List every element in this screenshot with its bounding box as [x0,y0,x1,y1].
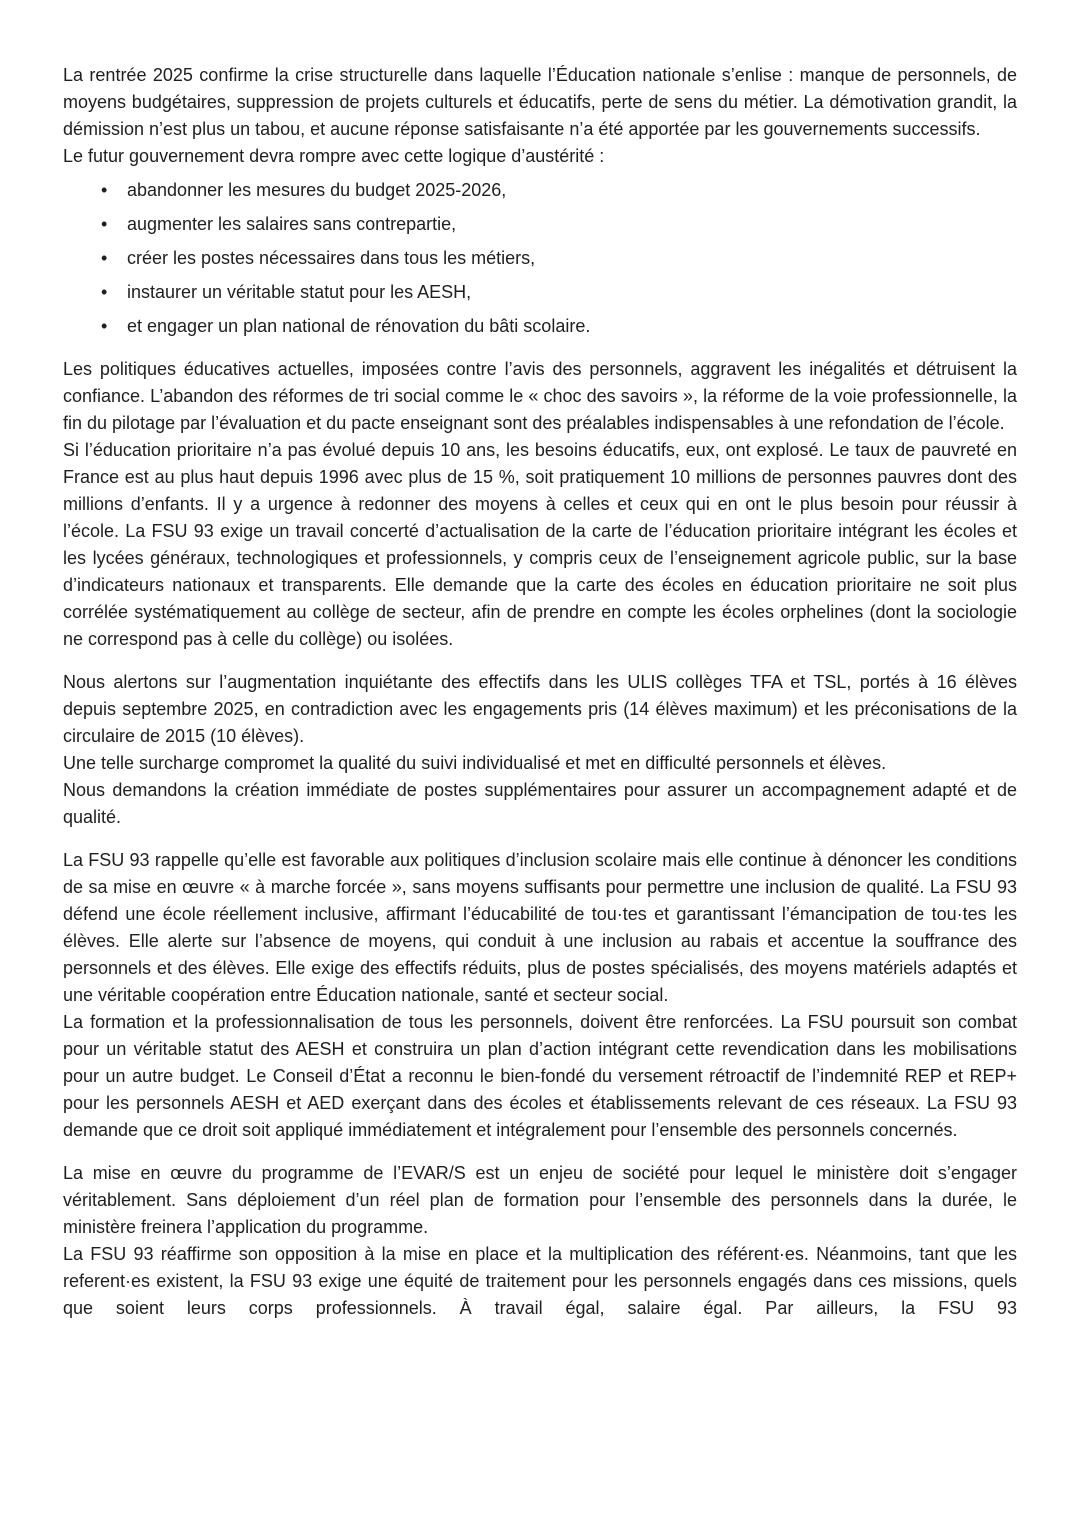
paragraph-ulis-effectifs: Nous alertons sur l’augmentation inquiétante des effectifs dans les ULIS collèges TFA et TSL, portés à 16 élèves depuis septembre 2025, en contradiction avec les engagements pris (14 élèves maximum) et les préconisations de la circulaire de 2015 (10 élèves). [63,672,1017,746]
paragraph-education-prioritaire: Si l’éducation prioritaire n’a pas évolué depuis 10 ans, les besoins éducatifs, eux, ont explosé. Le taux de pauvreté en France est au plus haut depuis 1996 avec plus de 15 %, soit pratiquement 10 millions de personnes pauvres dont des millions d’enfants. Il y a urgence à redonner des moyens à celles et ceux qui en ont le plus besoin pour réussir à l’école. La FSU 93 exige un travail concerté d’actualisation de la carte de l’éducation prioritaire intégrant les écoles et les lycées généraux, technologiques et professionnels, y compris ceux de l’enseignement agricole public, sur la base d’indicateurs nationaux et transparents. Elle demande que la carte des écoles en éducation prioritaire ne soit plus corrélée systématiquement au collège de secteur, afin de prendre en compte les écoles orphelines (dont la sociologie ne correspond pas à celle du collège) ou isolées. [63,440,1017,649]
list-item-label: augmenter les salaires sans contrepartie, [127,214,457,234]
list-item-salaires [63,211,1017,238]
paragraph-inclusion-scolaire: La FSU 93 rappelle qu’elle est favorable aux politiques d’inclusion scolaire mais elle continue à dénoncer les conditions de sa mise en œuvre « à marche forcée », sans moyens suffisants pour permettre une inclusion de qualité. La FSU 93 défend une école réellement inclusive, affirmant l’éducabilité de tou·tes et garantissant l’émancipation de tou·tes les élèves. Elle alerte sur l’absence de moyens, qui conduit à une inclusion au rabais et accentue la souffrance des personnels et des élèves. Elle exige des effectifs réduits, plus de postes spécialisés, des moyens matériels adaptés et une véritable coopération entre Éducation nationale, santé et secteur social. [63,850,1017,1005]
list-item-postes [63,245,1017,272]
bullet-icon: • [101,214,108,234]
paragraph-politiques-educatives: Les politiques éducatives actuelles, imposées contre l’avis des personnels, aggravent les inégalités et détruisent la confiance. L’abandon des réformes de tri social comme le « choc des savoirs », la réforme de la voie professionnelle, la fin du pilotage par l’évaluation et du pacte enseignant sont des préalables indispensables à une refondation de l’école. [63,359,1017,433]
list-item-label: instaurer un véritable statut pour les AESH, [127,282,472,302]
list-item-aesh [63,279,1017,306]
paragraph-formation-aesh-rep: La formation et la professionnalisation de tous les personnels, doivent être renforcées. La FSU poursuit son combat pour un véritable statut des AESH et construira un plan d’action intégrant cette revendication dans les mobilisations pour un autre budget. Le Conseil d’État a reconnu le bien-fondé du versement rétroactif de l’indemnité REP et REP+ pour les personnels AESH et AED exerçant dans des écoles et établissements relevant de ces réseaux. La FSU 93 demande que ce droit soit appliqué immédiatement et intégralement pour l’ensemble des personnels concernés. [63,1012,1017,1140]
list-item-label: et engager un plan national de rénovation du bâti scolaire. [127,316,591,336]
paragraph-referents: La FSU 93 réaffirme son opposition à la mise en place et la multiplication des référent·es. Néanmoins, tant que les referent·es existent, la FSU 93 exige une équité de traitement pour les personnels engagés dans ces missions, quels que soient leurs corps professionnels. À travail égal, salaire égal. Par ailleurs, la FSU 93 [63,1244,1017,1318]
paragraph-evars: La mise en œuvre du programme de l’EVAR/S est un enjeu de société pour lequel le ministère doit s’engager véritablement. Sans déploiement d’un réel plan de formation pour l’ensemble des personnels dans la durée, le ministère freinera l’application du programme. [63,1163,1017,1237]
list-item-bati-scolaire [63,313,1017,340]
paragraph-rentree-2025: La rentrée 2025 confirme la crise structurelle dans laquelle l’Éducation nationale s’enlise : manque de personnels, de moyens budgétaires, suppression de projets culturels et éducatifs, perte de sens du métier. La démotivation grandit, la démission n’est plus un tabou, et aucune réponse satisfaisante n’a été apportée par les gouvernements successifs. [63,65,1017,139]
paragraph-surcharge: Une telle surcharge compromet la qualité du suivi individualisé et met en difficulté personnels et élèves. [63,753,887,773]
paragraph-postes-supplementaires: Nous demandons la création immédiate de postes supplémentaires pour assurer un accompagnement adapté et de qualité. [63,780,1017,827]
bullet-icon: • [101,248,108,268]
bullet-icon: • [101,282,108,302]
list-item-label: abandonner les mesures du budget 2025-2026, [127,180,507,200]
list-item-budget [63,177,1017,204]
demands-list [63,177,1017,340]
list-item-label: créer les postes nécessaires dans tous les métiers, [127,248,536,268]
paragraph-futur-gouvernement: Le futur gouvernement devra rompre avec cette logique d’austérité : [63,146,605,166]
bullet-icon: • [101,316,108,336]
bullet-icon: • [101,180,108,200]
